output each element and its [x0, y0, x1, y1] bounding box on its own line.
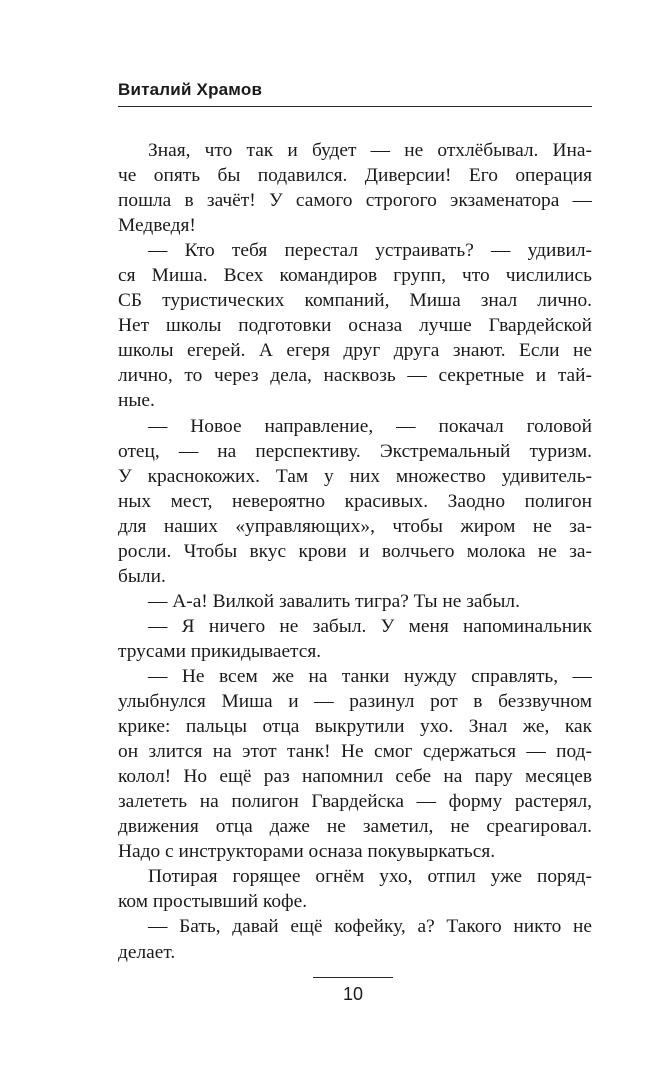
text-line: — А-а! Вилкой завалить тигра? Ты не забыл. — [148, 590, 520, 612]
text-line: делает. — [118, 941, 176, 963]
text-line: Надо с инструкторами осназа покувыркаться. — [118, 841, 496, 863]
text-line: ных мест, невероятно красивых. Заодно полигон — [118, 490, 592, 512]
body-text — [118, 138, 592, 965]
text-line: — Я ничего не забыл. У меня напоминальник — [148, 615, 592, 637]
header-rule — [118, 106, 592, 107]
text-line: ные. — [118, 390, 155, 412]
text-line: были. — [118, 565, 166, 587]
text-line: для наших «управляющих», чтобы жиром не за- — [118, 515, 592, 537]
text-line: ком простывший кофе. — [118, 891, 308, 913]
text-line: — Новое направление, — покачал головой — [148, 415, 592, 437]
text-line: улыбнулся Миша и — разинул рот в беззвучном — [118, 691, 592, 713]
text-line: СБ туристических компаний, Миша знал лично. — [118, 290, 592, 312]
text-line: трусами прикидывается. — [118, 640, 322, 662]
text-line: Медведя! — [118, 215, 196, 237]
text-line: залететь на полигон Гвардейска — форму растерял, — [118, 791, 592, 813]
text-line: — Кто тебя перестал устраивать? — удивил- — [148, 240, 592, 262]
text-line: Нет школы подготовки осназа лучше Гвардейской — [118, 315, 592, 337]
text-line: У краснокожих. Там у них множество удивитель- — [118, 465, 592, 487]
text-line: — Бать, давай ещё кофейку, а? Такого никто не — [148, 916, 592, 938]
text-line: отец, — на перспективу. Экстремальный туризм. — [118, 440, 592, 462]
page-number-rule — [313, 977, 393, 978]
text-line: он злится на этот танк! Не смог сдержаться — под- — [118, 741, 592, 763]
text-line: колол! Но ещё раз напомнил себе на пару месяцев — [118, 766, 592, 788]
text-line: Зная, что так и будет — не отхлёбывал. Ина- — [148, 140, 592, 161]
text-line: ся Миша. Всех командиров групп, что числились — [118, 265, 592, 287]
text-line: школы егерей. А егеря друг друга знают. Если не — [118, 340, 592, 362]
page-number: 10 — [342, 984, 364, 1004]
text-line: крике: пальцы отца выкрутили ухо. Знал же, как — [118, 716, 592, 738]
text-line: Потирая горящее огнём ухо, отпил уже поряд- — [148, 866, 592, 888]
text-line: че опять бы подавился. Диверсии! Его операция — [118, 165, 592, 187]
text-line: пошла в зачёт! У самого строгого экзаменатора — — [118, 190, 592, 212]
text-line: лично, то через дела, насквозь — секретные и тай- — [118, 365, 592, 387]
text-line: — Не всем же на танки нужду справлять, — — [148, 665, 592, 687]
running-head-author: Виталий Храмов — [118, 80, 263, 99]
text-line: росли. Чтобы вкус крови и волчьего молока не за- — [118, 540, 592, 562]
text-line: движения отца даже не заметил, не среагировал. — [118, 816, 592, 838]
